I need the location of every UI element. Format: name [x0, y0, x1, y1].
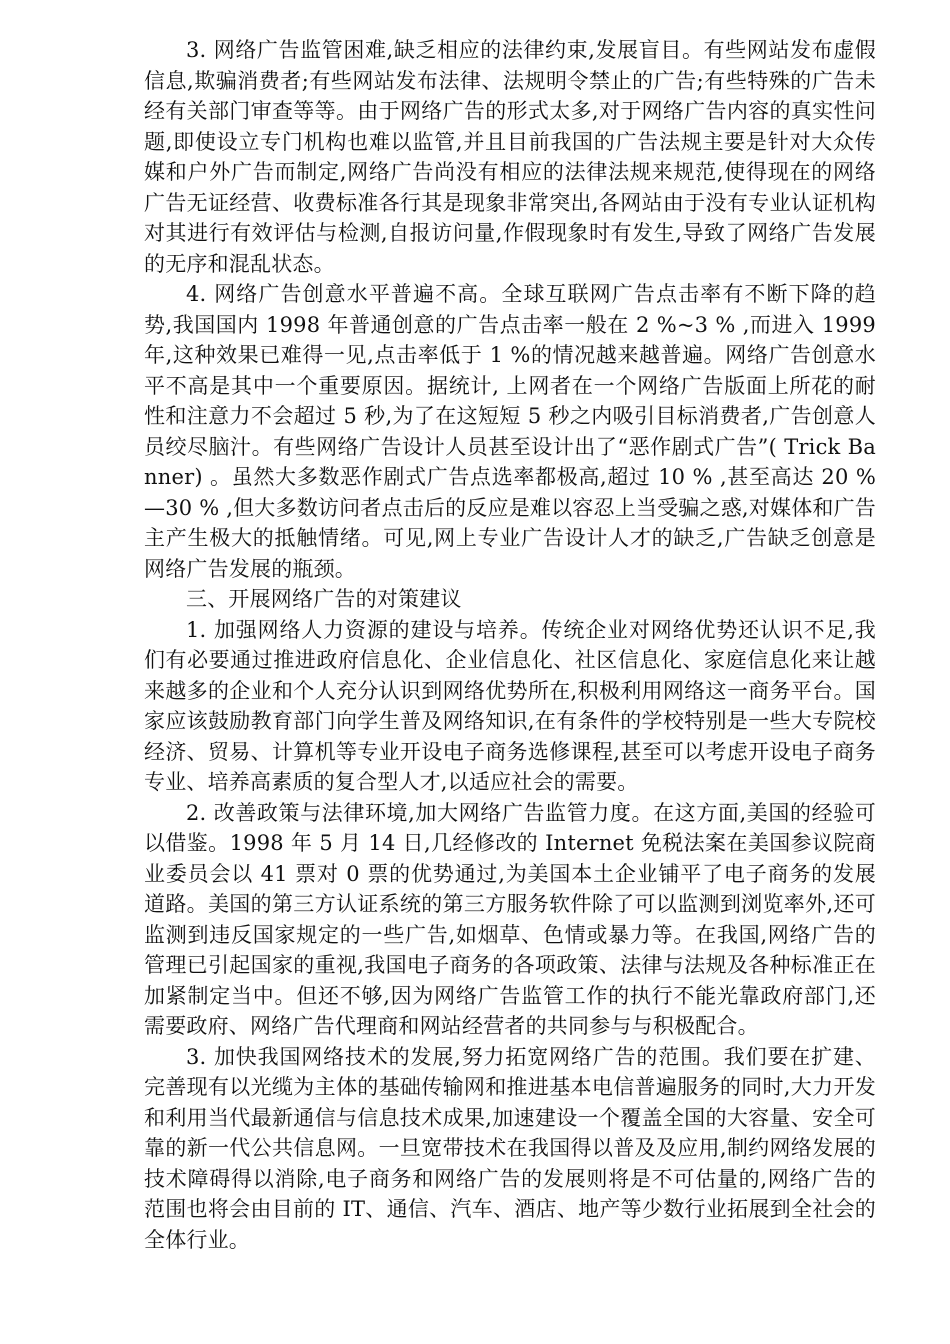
paragraph-creativity-problem: 4. 网络广告创意水平普遍不高。全球互联网广告点击率有不断下降的趋势,我国国内 1998 年普通创意的广告点击率一般在 2 %~3 % ,而进入 1999 年,这种效果已难得一见,点击率低于 1 %的情况越来越普遍。网络广告创意水平不高是其中一个重要原因。据统计, 上网者在一个网络广告版面上所花的耐性和注意力不会超过 5 秒,为了在这短短 5 秒之内吸引目标消费者,广告创意人员绞尽脑汁。有些网络广告设计人员甚至设计出了“恶作剧式广告”( Trick Banner) 。虽然大多数恶作剧式广告点选率都极高,超过 10 % ,甚至高达 20 %—30 % ,但大多数访问者点击后的反应是难以容忍上当受骗之惑,对媒体和广告主产生极大的抵触情绪。可见,网上专业广告设计人才的缺乏,广告缺乏创意是网络广告发展的瓶颈。: [144, 282, 876, 581]
section-heading-countermeasures: 三、开展网络广告的对策建议: [186, 587, 462, 611]
document-body: [144, 35, 876, 1255]
paragraph-regulation-problem: 3. 网络广告监管困难,缺乏相应的法律约束,发展盲目。有些网站发布虚假信息,欺骗消费者;有些网站发布法律、法规明令禁止的广告;有些特殊的广告未经有关部门审查等等。由于网络广告的形式太多,对于网络广告内容的真实性问题,即使设立专门机构也难以监管,并且目前我国的广告法规主要是针对大众传媒和户外广告而制定,网络广告尚没有相应的法律法规来规范,使得现在的网络广告无证经营、收费标准各行其是现象非常突出,各网站由于没有专业认证机构对其进行有效评估与检测,自报访问量,作假现象时有发生,导致了网络广告发展的无序和混乱状态。: [144, 38, 876, 276]
paragraph-human-resources: 1. 加强网络人力资源的建设与培养。传统企业对网络优势还认识不足,我们有必要通过推进政府信息化、企业信息化、社区信息化、家庭信息化来让越来越多的企业和个人充分认识到网络优势所在,积极利用网络这一商务平台。国家应该鼓励教育部门向学生普及网络知识,在有条件的学校特别是一些大专院校经济、贸易、计算机等专业开设电子商务选修课程,甚至可以考虑开设电子商务专业、培养高素质的复合型人才,以适应社会的需要。: [144, 617, 876, 794]
paragraph-network-technology: 3. 加快我国网络技术的发展,努力拓宽网络广告的范围。我们要在扩建、完善现有以光缆为主体的基础传输网和推进基本电信普遍服务的同时,大力开发和利用当代最新通信与信息技术成果,加速建设一个覆盖全国的大容量、安全可靠的新一代公共信息网。一旦宽带技术在我国得以普及及应用,制约网络发展的技术障碍得以消除,电子商务和网络广告的发展则将是不可估量的,网络广告的范围也将会由目前的 IT、通信、汽车、酒店、地产等少数行业拓展到全社会的全体行业。: [144, 1044, 876, 1252]
paragraph-policy-law: 2. 改善政策与法律环境,加大网络广告监管力度。在这方面,美国的经验可以借鉴。1998 年 5 月 14 日,几经修改的 Internet 免税法案在美国参议院商业委员会以 41 票对 0 票的优势通过,为美国本土企业铺平了电子商务的发展道路。美国的第三方认证系统的第三方服务软件除了可以监测到浏览率外,还可监测到违反国家规定的一些广告,如烟草、色情或暴力等。在我国,网络广告的管理已引起国家的重视,我国电子商务的各项政策、法律与法规及各种标准正在加紧制定当中。但还不够,因为网络广告监管工作的执行不能光靠政府部门,还需要政府、网络广告代理商和网站经营者的共同参与与积极配合。: [144, 800, 876, 1038]
